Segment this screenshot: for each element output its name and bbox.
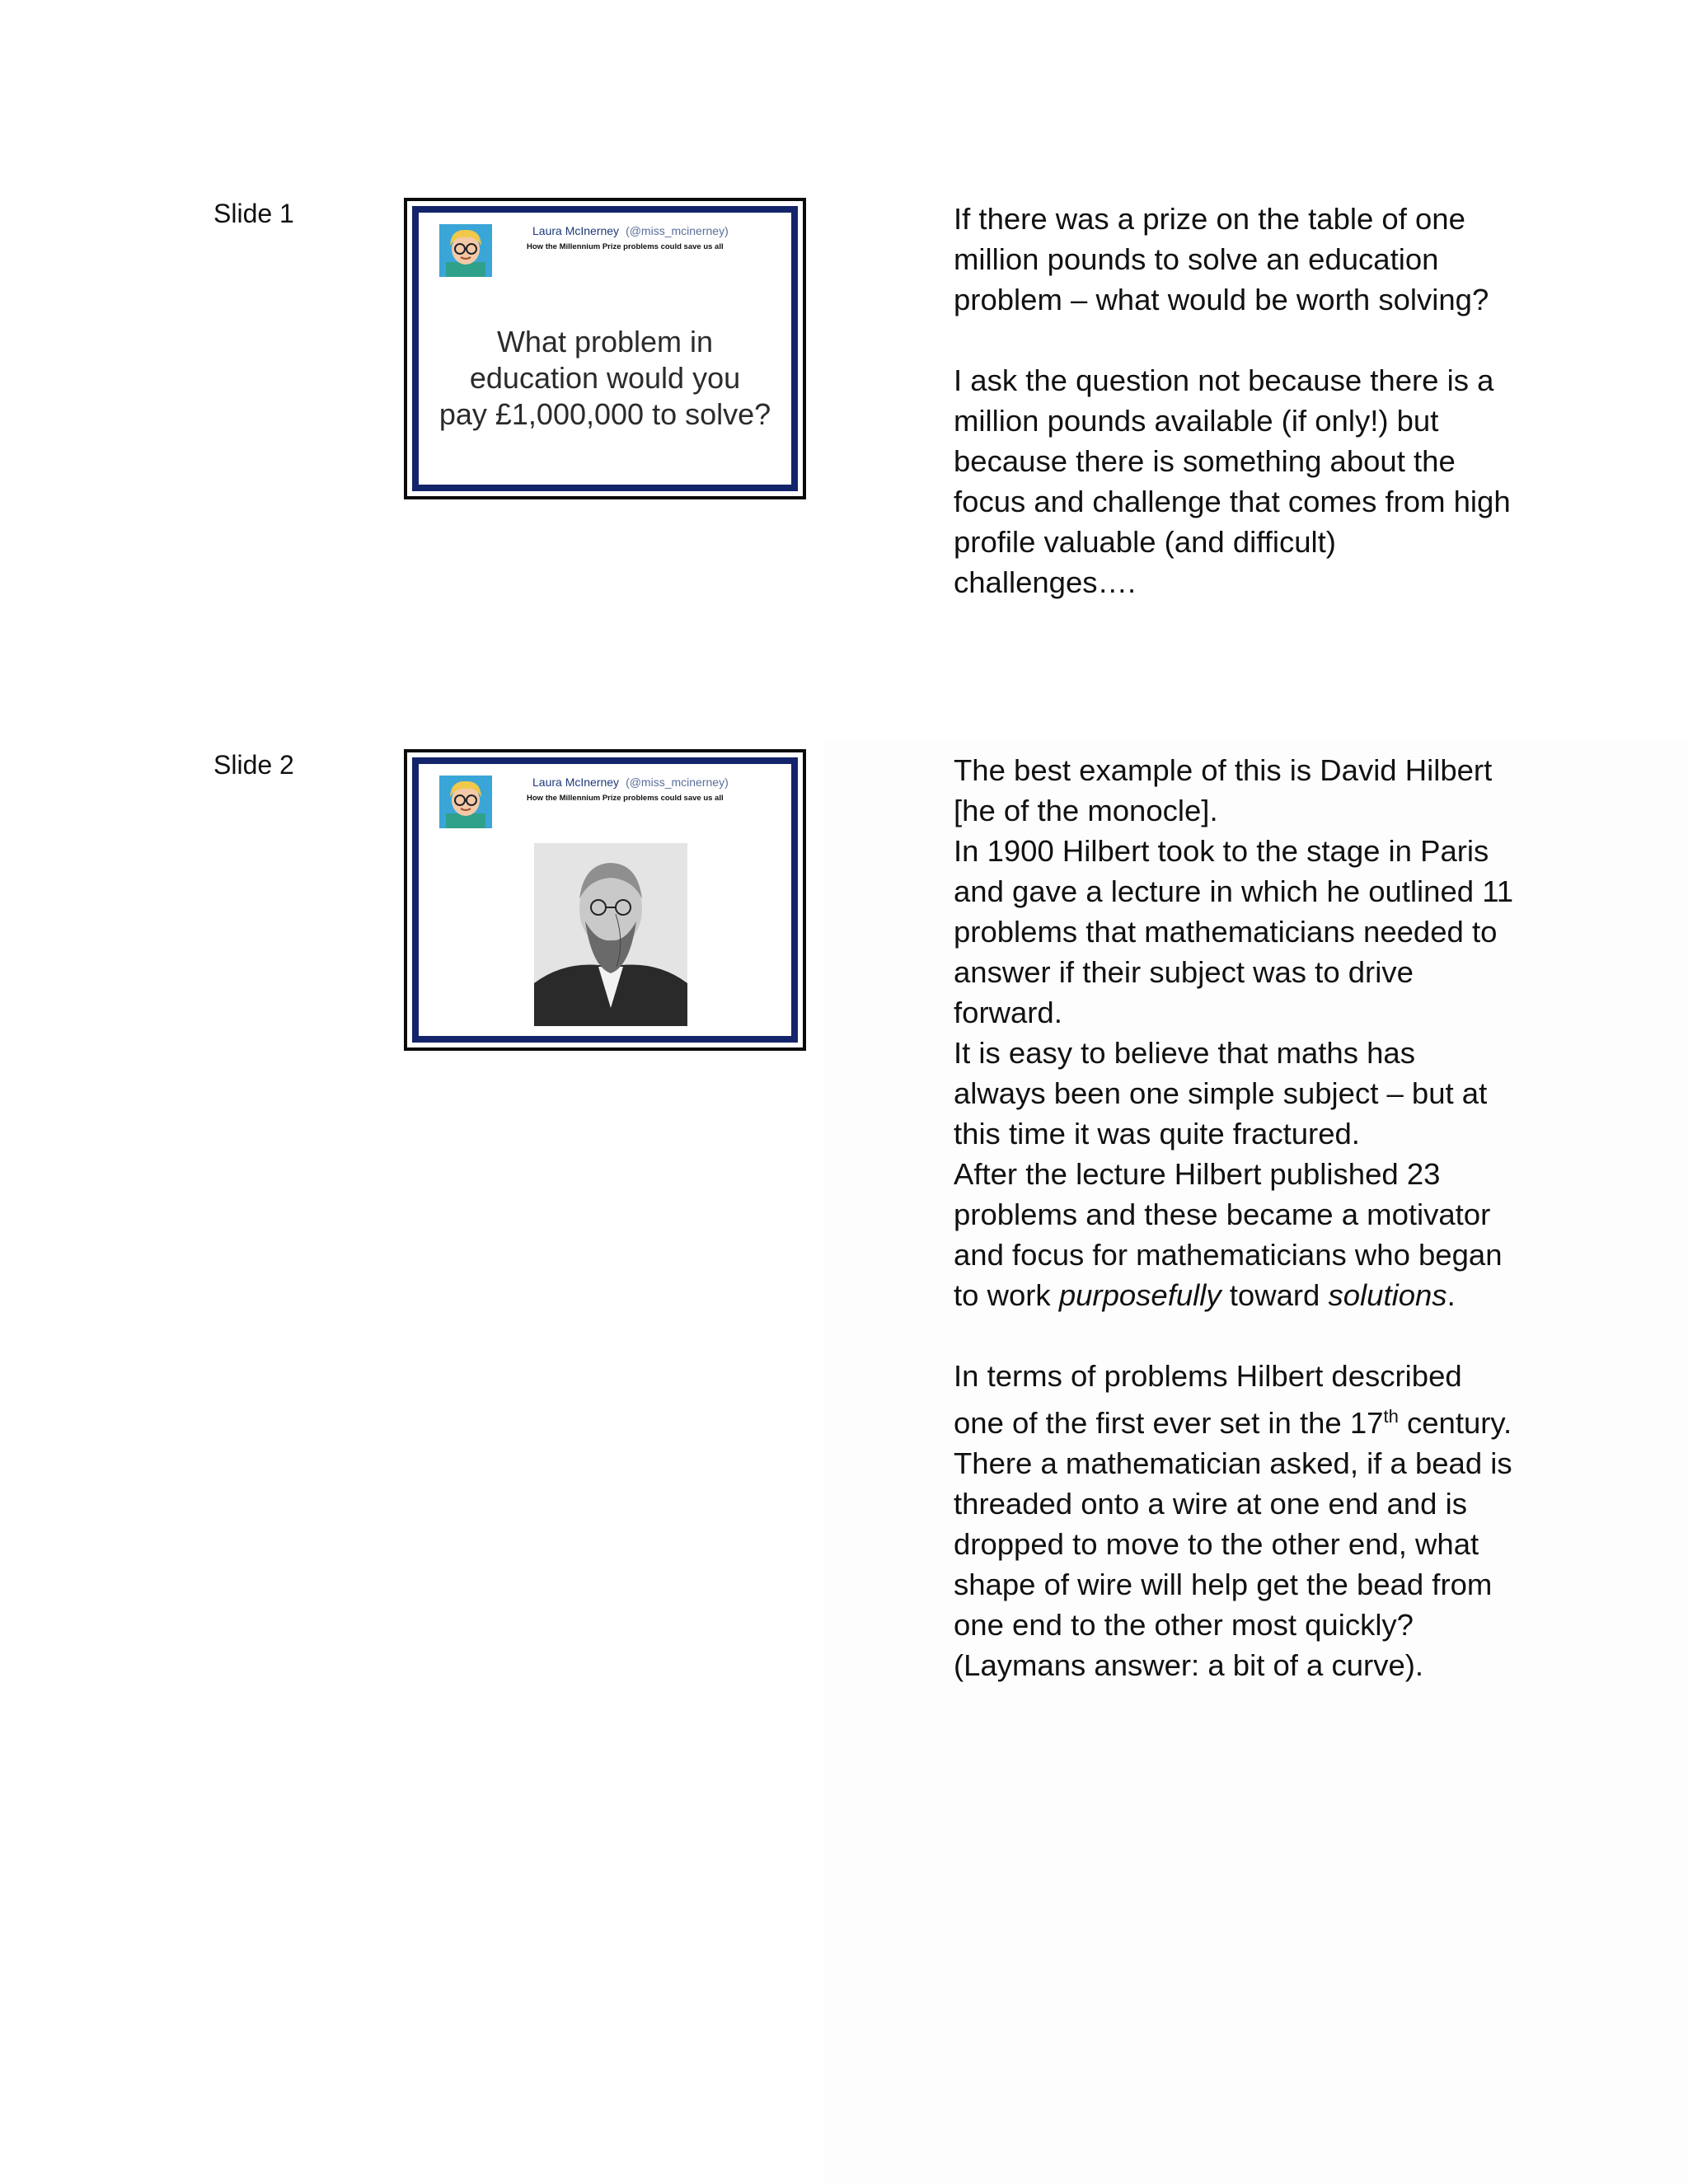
notes-text: toward — [1229, 1278, 1320, 1312]
cartoon-avatar-icon — [439, 224, 492, 277]
slide-1-question-line: education would you — [469, 361, 741, 395]
notes-emphasis: purposefully — [1058, 1278, 1221, 1312]
slide-1-thumbnail[interactable] — [404, 198, 806, 499]
slide-2-author-name: Laura McInerney — [532, 776, 620, 789]
slide-1-author-name: Laura McInerney — [532, 224, 620, 237]
notes-superscript: th — [1383, 1406, 1399, 1427]
slide-2-label: Slide 2 — [213, 750, 294, 780]
hilbert-portrait — [534, 843, 687, 1026]
cartoon-avatar-icon — [439, 776, 492, 828]
notes-emphasis: solutions — [1328, 1278, 1447, 1312]
slide-2-notes-paragraph — [954, 1154, 1514, 1315]
slide-2-notes — [954, 750, 1514, 1685]
slide-2-header-name — [532, 776, 729, 789]
slide-1-question-line: pay £1,000,000 to solve? — [438, 397, 771, 431]
slide-1-frame — [412, 206, 798, 491]
slide-1-notes-paragraph: If there was a prize on the table of one million pounds to solve an education problem – what would be worth solving? — [954, 202, 1489, 316]
slide-1-question-line: What problem in — [496, 325, 714, 359]
slide-2-thumbnail[interactable] — [404, 749, 806, 1051]
slide-2-notes-paragraph: It is easy to believe that maths has always been one simple subject – but at this time it was quite fractured. — [954, 1036, 1488, 1151]
slide-1-header-name — [532, 224, 729, 237]
slide-1-author-handle: (@miss_mcinerney) — [626, 224, 729, 237]
slide-2-notes-paragraph — [954, 1356, 1514, 1685]
slide-2-notes-paragraph: In 1900 Hilbert took to the stage in Paris and gave a lecture in which he outlined 11 problems that mathematicians needed to answer if their subject was to drive forward. — [954, 834, 1514, 1029]
slide-1-label: Slide 1 — [213, 199, 294, 228]
slide-1-question — [419, 324, 791, 433]
slide-1-header-subtitle: How the Millennium Prize problems could save us all — [527, 242, 724, 251]
slide-1-notes — [954, 199, 1514, 602]
notes-text: In terms of problems Hilbert described one of the first ever set in the 17 — [954, 1359, 1462, 1441]
slide-1-notes-paragraph: I ask the question not because there is a million pounds available (if only!) but because there is something about the focus and challenge that comes from high profile valuable (and difficult) challenges…. — [954, 363, 1511, 599]
notes-text: After the lecture Hilbert published 23 problems and these became a motivator and focus for mathematicians who began to work — [954, 1157, 1503, 1312]
slide-2-header-subtitle: How the Millennium Prize problems could save us all — [527, 794, 724, 803]
notes-text: . — [1447, 1278, 1456, 1312]
slide-2-author-handle: (@miss_mcinerney) — [626, 776, 729, 789]
notes-text: century. There a mathematician asked, if a bead is threaded onto a wire at one end and is dropped to move to the other end, what shape of wire will help get the bead from one end to the other most quickly? (Laymans answer: a bit of a curve). — [954, 1406, 1512, 1683]
slide-2-notes-paragraph: The best example of this is David Hilbert [he of the monocle]. — [954, 753, 1493, 827]
slide-2-frame — [412, 757, 798, 1043]
